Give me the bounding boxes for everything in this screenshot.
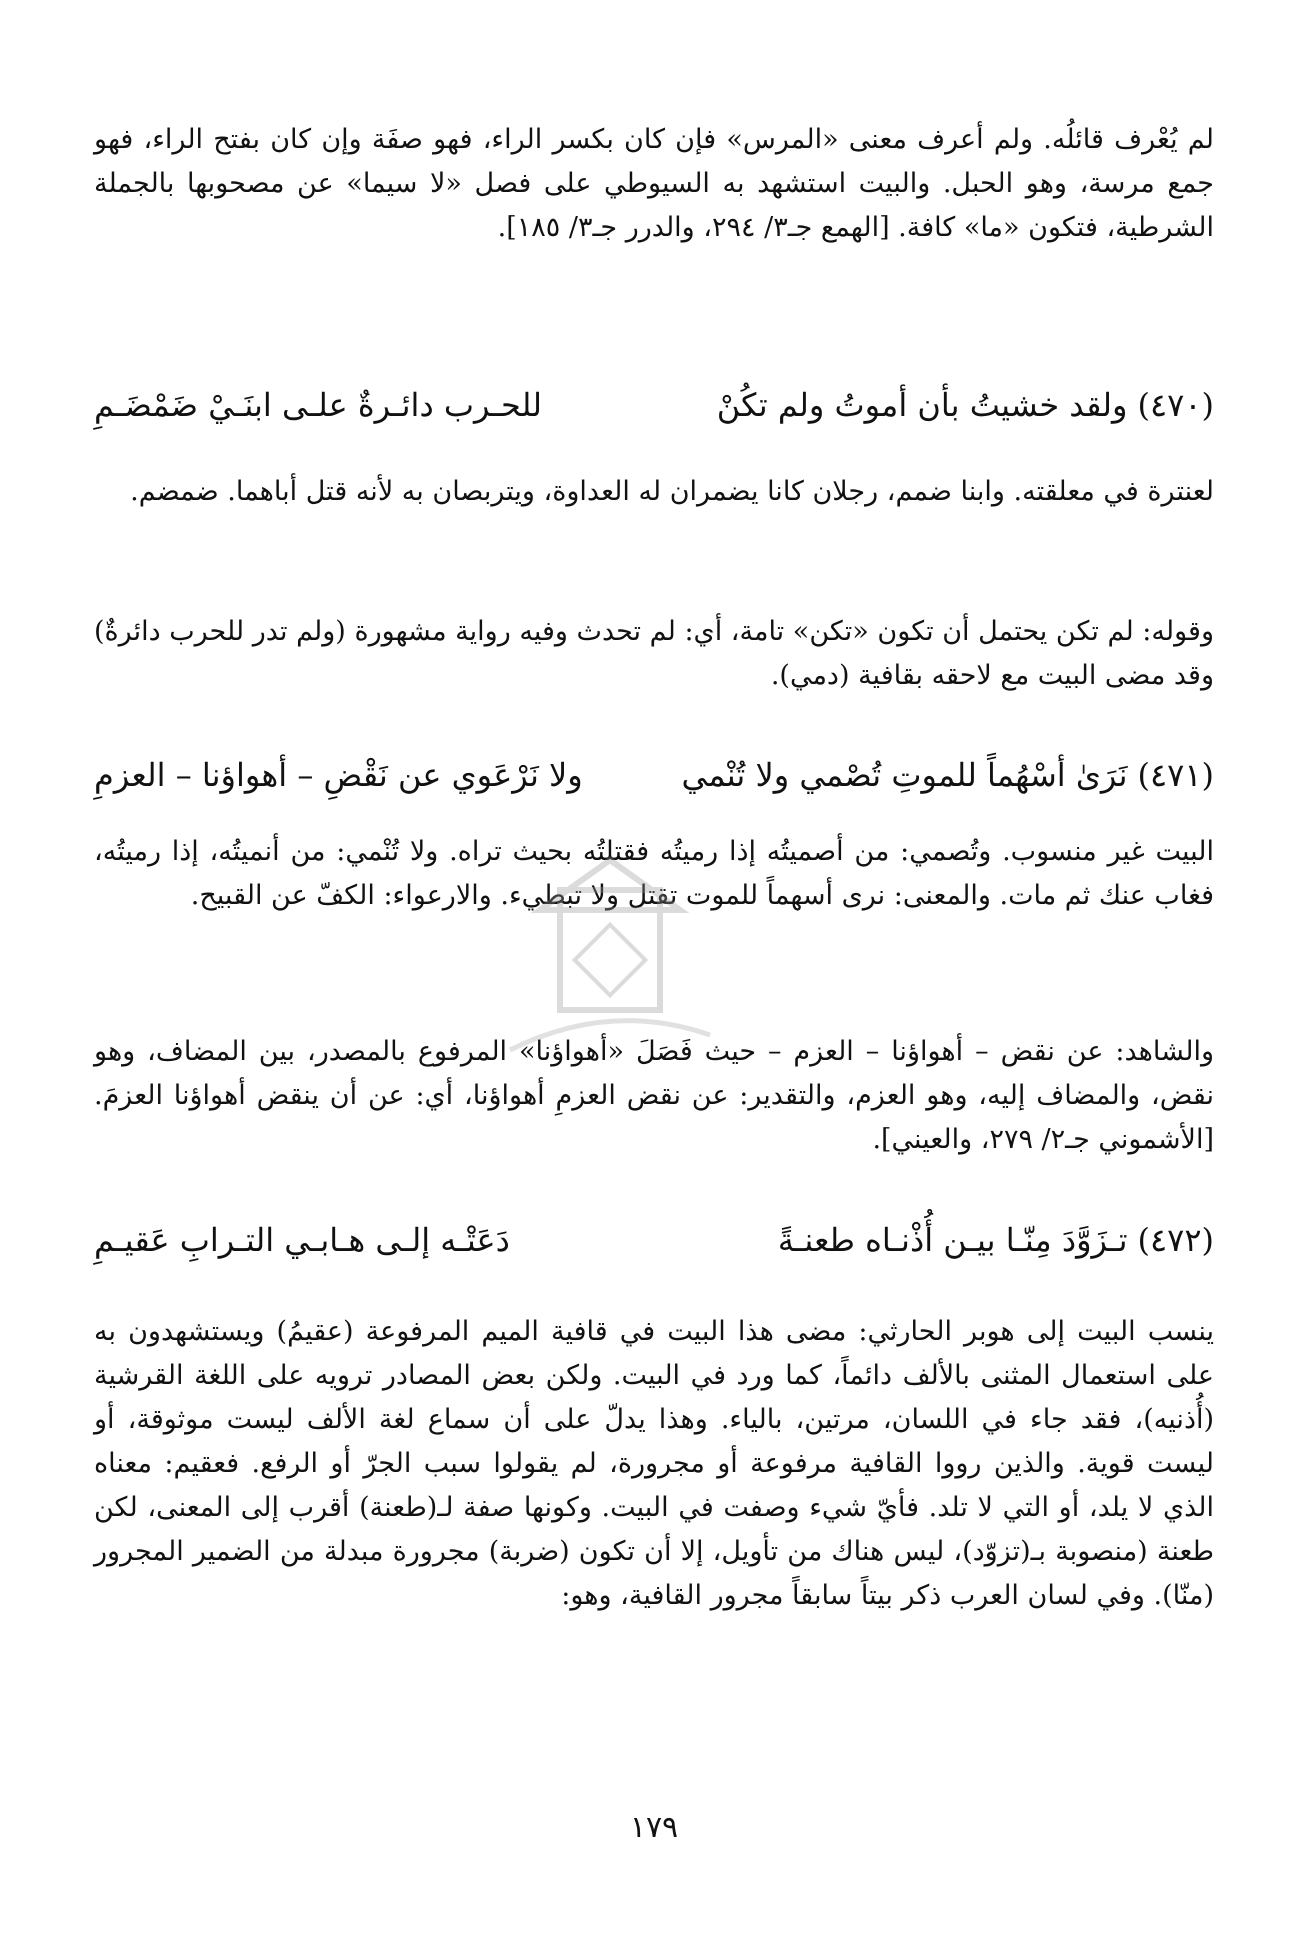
verse-number: (٤٧٢): [1137, 1221, 1214, 1259]
verse-471: [94, 750, 1214, 800]
page-number: ١٧٩: [629, 1810, 679, 1845]
paragraph-4-text: البيت غير منسوب. وتُصمي: من أصميتُه إذا رميتُه فقتلتُه بحيث تراه. ولا تُنْمي: من أنميتُه، إذا رميتُه، فغاب عنك ثم مات. والمعنى: نرى أسهماً للموت تقتل ولا تبطيء. والارعواء: الكفّ عن القبيح.: [94, 836, 1214, 911]
paragraph-6-text: ينسب البيت إلى هوبر الحارثي: مضى هذا البيت في قافية الميم المرفوعة (عقيمُ) ويستشهدون به على استعمال المثنى بالألف دائماً، كما ورد في البيت. ولكن بعض المصادر ترويه على اللغة القرشية (أُذنيه)، فقد جاء في اللسان، مرتين، بالياء. وهذا يدلّ على أن سماع لغة الألف ليست موثوقة، أو ليست قوية. والذين رووا القافية مرفوعة أو مجرورة، لم يقولوا سبب الجرّ أو الرفع. فعقيم: معناه الذي لا يلد، أو التي لا تلد. فأيّ شيء وصفت في البيت. وكونها صفة لـ(طعنة) أقرب إلى المعنى، لكن طعنة (منصوبة بـ(تزوّد)، ليس هناك من تأويل، إلا أن تكون (ضربة) مجرورة مبدلة من الضمير المجرور (منّا). وفي لسان العرب ذكر بيتاً سابقاً مجرور القافية، وهو:: [94, 1316, 1214, 1611]
paragraph-5: [94, 1030, 1214, 1162]
verse-first-hemistich: تـزَوَّدَ مِنّـا بيـن أُذْنـاه طعنـةً: [777, 1221, 1128, 1259]
verse-second-hemistich: دَعَتْـه إلـى هـابـي التـرابِ عَقيـمِ: [94, 1221, 510, 1259]
paragraph-2-text: لعنترة في معلقته. وابنا ضمم، رجلان كانا يضمران له العداوة، ويتربصان به لأنه قتل أباهما. ضمضم.: [130, 476, 1214, 507]
verse-470: [94, 380, 1214, 430]
paragraph-2: [94, 470, 1214, 514]
verse-second-hemistich: للحـرب دائـرةٌ علـى ابنَـيْ ضَمْضَـمِ: [94, 386, 543, 424]
verse-number: (٤٧٠): [1137, 386, 1214, 424]
verse-first-hemistich: نَرَىٰ أسْهُماً للموتِ تُصْمي ولا تُنْمي: [681, 756, 1128, 794]
verse-first-hemistich: ولقد خشيتُ بأن أموتُ ولم تكُنْ: [716, 386, 1128, 424]
paragraph-3: [94, 610, 1214, 698]
verse-number: (٤٧١): [1137, 756, 1214, 794]
paragraph-1: [94, 118, 1214, 250]
verse-472: [94, 1215, 1214, 1265]
paragraph-3-text: وقوله: لم تكن يحتمل أن تكون «تكن» تامة، أي: لم تحدث وفيه رواية مشهورة (ولم تدر للحرب دائرةٌ) وقد مضى البيت مع لاحقه بقافية (دمي).: [94, 616, 1214, 691]
paragraph-4: [94, 830, 1214, 918]
paragraph-6: [94, 1310, 1214, 1618]
verse-second-hemistich: ولا نَرْعَوي عن نَقْضِ – أهواؤنا – العزمِ: [94, 756, 583, 794]
paragraph-5-text: والشاهد: عن نقض – أهواؤنا – العزم – حيث فَصَلَ «أهواؤنا» المرفوع بالمصدر، بين المضاف، وهو نقض، والمضاف إليه، وهو العزم، والتقدير: عن نقض العزمِ أهواؤنا، أي: عن أن ينقض أهواؤنا العزمَ. [الأشموني جـ٢/ ٢٧٩، والعيني].: [94, 1036, 1214, 1155]
paragraph-1-text: لم يُعْرف قائلُه. ولم أعرف معنى «المرس» فإن كان بكسر الراء، فهو صفَة وإن كان بفتح الراء، فهو جمع مرسة، وهو الحبل. والبيت استشهد به السيوطي على فصل «لا سيما» عن مصحوبها بالجملة الشرطية، فتكون «ما» كافة. [الهمع جـ٣/ ٢٩٤، والدرر جـ٣/ ١٨٥].: [94, 124, 1214, 243]
